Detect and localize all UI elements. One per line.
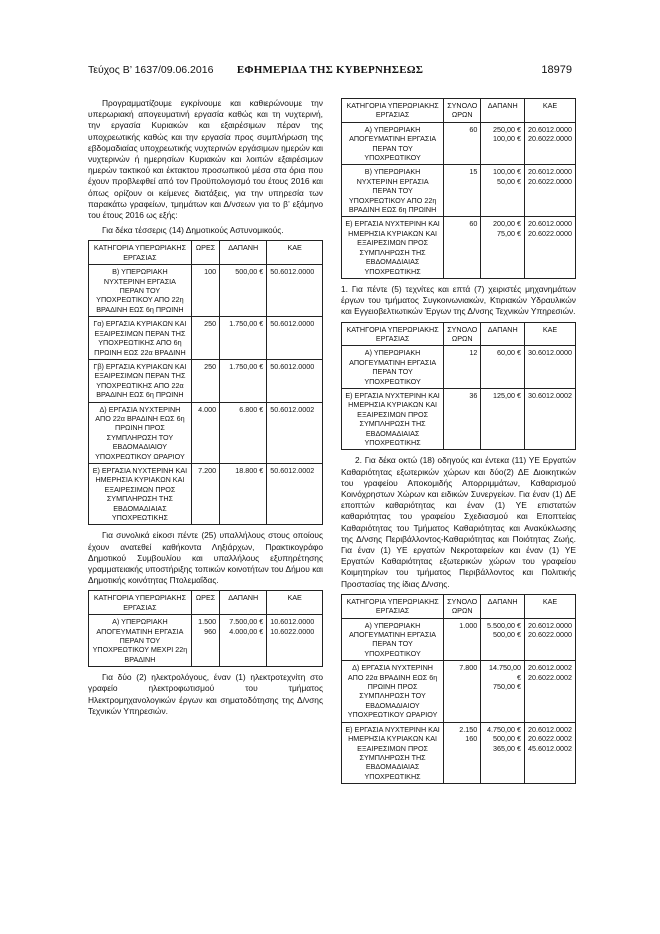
- paragraph-registrars: Για συνολικά είκοσι πέντε (25) υπαλλήλους στους οποίους έχουν ανατεθεί καθήκοντα Ληξιάρχων, Πρακτικογράφο Δημοτικού Συμβουλίου και υπαλλήλους εξυπηρέτησης γραμματειακής υποστήριξης τοπικών κοινοτήτων του Δήμου και Δημοτικής κοινότητας Πτολεμαΐδας.: [88, 530, 323, 586]
- hours-cell: [444, 217, 481, 278]
- paragraph-technicians: 1. Για πέντε (5) τεχνίτες και επτά (7) χειριστές μηχανημάτων έργων του τμήματος Συγκοινωνιακών, Κτιριακών Υδραυλικών και Εγγειοβελτιωτικών Έργων της Δ/νσης Τεχνικών Υπηρεσιών.: [341, 283, 576, 317]
- cost-cell: [481, 661, 525, 722]
- kae-cell: [525, 217, 576, 278]
- hours-value: 36: [469, 390, 478, 400]
- kae-value: 20.6012.0000: [528, 167, 572, 177]
- header-category: ΚΑΤΗΓΟΡΙΑ ΥΠΕΡΩΡΙΑΚΗΣ ΕΡΓΑΣΙΑΣ: [89, 591, 192, 615]
- kae-value: 20.6012.0000: [528, 219, 572, 229]
- paragraph-municipal-police: Για δέκα τέσσερις (14) Δημοτικούς Αστυνομικούς.: [102, 225, 284, 236]
- cost-value: 1.750,00 €: [229, 361, 264, 371]
- header-kae: ΚΑΕ: [525, 99, 576, 123]
- kae-value: 50.6012.0002: [270, 465, 315, 475]
- table-row: [342, 122, 576, 165]
- hours-value: 12: [469, 348, 478, 358]
- category-cell: Α) ΥΠΕΡΩΡΙΑΚΗ ΑΠΟΓΕΥΜΑΤΙΝΗ ΕΡΓΑΣΙΑ ΠΕΡΑΝ ΤΟΥ ΥΠΟΧΡΕΩΤΙΚΟΥ ΜΕΧΡΙ 22η ΒΡΑΔΙΝΗ: [89, 615, 192, 667]
- hours-cell: [191, 265, 219, 317]
- issue-number: Τεύχος Β’ 1637/09.06.2016: [88, 64, 214, 76]
- table-row: [342, 388, 576, 449]
- kae-cell: [267, 463, 323, 524]
- hours-value: 7.800: [459, 663, 478, 673]
- overtime-table: [88, 590, 323, 667]
- table-row: [342, 618, 576, 661]
- table-header-row: [89, 591, 323, 615]
- table-header-row: [89, 241, 323, 265]
- hours-cell: [444, 661, 481, 722]
- table-row: [89, 317, 323, 360]
- category-cell: Ε) ΕΡΓΑΣΙΑ ΝΥΧΤΕΡΙΝΗ ΚΑΙ ΗΜΕΡΗΣΙΑ ΚΥΡΙΑΚΩΝ ΚΑΙ ΕΞΑΙΡΕΣΙΜΩΝ ΠΡΟΣ ΣΥΜΠΛΗΡΩΣΗ ΤΗΣ ΕΒΔΟΜΑΔΙΑΙΑΣ ΥΠΟΧΡΕΩΤΙΚΗΣ: [342, 722, 444, 783]
- hours-value: 15: [469, 167, 478, 177]
- cost-cell: [220, 265, 267, 317]
- category-cell: Γβ) ΕΡΓΑΣΙΑ ΚΥΡΙΑΚΩΝ ΚΑΙ ΕΞΑΙΡΕΣΙΜΩΝ ΠΕΡΑΝ ΤΗΣ ΥΠΟΧΡΕΩΤΙΚΗΣ ΑΠΟ 22α ΒΡΑΔΙΝΗ ΕΩΣ 6η ΠΡΩΙΝΗ: [89, 359, 192, 402]
- cost-value: 4.000,00 €: [229, 626, 264, 636]
- cost-value: 75,00 €: [497, 228, 522, 238]
- kae-value: 50.6012.0002: [270, 404, 315, 414]
- table-row: [342, 661, 576, 722]
- kae-cell: [525, 122, 576, 165]
- kae-cell: [267, 317, 323, 360]
- header-category: ΚΑΤΗΓΟΡΙΑ ΥΠΕΡΩΡΙΑΚΗΣ ΕΡΓΑΣΙΑΣ: [342, 594, 444, 618]
- kae-cell: [267, 402, 323, 463]
- page-number: 18979: [541, 64, 572, 76]
- kae-cell: [267, 615, 323, 667]
- cost-value: 100,00 €: [493, 134, 522, 144]
- kae-cell: [525, 722, 576, 783]
- hours-cell: [191, 615, 219, 667]
- category-cell: Β) ΥΠΕΡΩΡΙΑΚΗ ΝΥΧΤΕΡΙΝΗ ΕΡΓΑΣΙΑ ΠΕΡΑΝ ΤΟΥ ΥΠΟΧΡΕΩΤΙΚΟΥ ΑΠΟ 22η ΒΡΑΔΙΝΗ ΕΩΣ 6η ΠΡΩΙΝΗ: [342, 165, 444, 217]
- hours-cell: [191, 317, 219, 360]
- cost-value: 500,00 €: [493, 630, 522, 640]
- category-cell: Δ) ΕΡΓΑΣΙΑ ΝΥΧΤΕΡΙΝΗ ΑΠΟ 22α ΒΡΑΔΙΝΗ ΕΩΣ 6η ΠΡΩΙΝΗ ΠΡΟΣ ΣΥΜΠΛΗΡΩΣΗ ΤΟΥ ΕΒΔΟΜΑΔΙΑΙΟΥ ΥΠΟΧΡΕΩΤΙΚΟΥ ΩΡΑΡΙΟΥ: [89, 402, 192, 463]
- table-header-row: [342, 594, 576, 618]
- hours-value: 7.200: [198, 465, 217, 475]
- kae-value: 50.6012.0000: [270, 267, 315, 277]
- category-cell: Ε) ΕΡΓΑΣΙΑ ΝΥΧΤΕΡΙΝΗ ΚΑΙ ΗΜΕΡΗΣΙΑ ΚΥΡΙΑΚΩΝ ΚΑΙ ΕΞΑΙΡΕΣΙΜΩΝ ΠΡΟΣ ΣΥΜΠΛΗΡΩΣΗ ΤΗΣ ΕΒΔΟΜΑΔΙΑΙΑΣ ΥΠΟΧΡΕΩΤΙΚΗΣ: [89, 463, 192, 524]
- table-row: [89, 463, 323, 524]
- header-kae: ΚΑΕ: [525, 594, 576, 618]
- category-cell: Γα) ΕΡΓΑΣΙΑ ΚΥΡΙΑΚΩΝ ΚΑΙ ΕΞΑΙΡΕΣΙΜΩΝ ΠΕΡΑΝ ΤΗΣ ΥΠΟΧΡΕΩΤΙΚΗΣ ΑΠΟ 6η ΠΡΩΙΝΗ ΕΩΣ 22α ΒΡΑΔΙΝΗ: [89, 317, 192, 360]
- kae-value: 20.6012.0000: [528, 124, 572, 134]
- hours-cell: [444, 388, 481, 449]
- category-cell: Β) ΥΠΕΡΩΡΙΑΚΗ ΝΥΧΤΕΡΙΝΗ ΕΡΓΑΣΙΑ ΠΕΡΑΝ ΤΟΥ ΥΠΟΧΡΕΩΤΙΚΟΥ ΑΠΟ 22η ΒΡΑΔΙΝΗ ΕΩΣ 6η ΠΡΩΙΝΗ: [89, 265, 192, 317]
- cost-value: 18.800 €: [235, 465, 264, 475]
- category-cell: Δ) ΕΡΓΑΣΙΑ ΝΥΧΤΕΡΙΝΗ ΑΠΟ 22α ΒΡΑΔΙΝΗ ΕΩΣ 6η ΠΡΩΙΝΗ ΠΡΟΣ ΣΥΜΠΛΗΡΩΣΗ ΤΟΥ ΕΒΔΟΜΑΔΙΑΙΟΥ ΥΠΟΧΡΕΩΤΙΚΟΥ ΩΡΑΡΙΟΥ: [342, 661, 444, 722]
- cost-value: 125,00 €: [493, 390, 522, 400]
- kae-value: 20.6022.0000: [528, 176, 572, 186]
- gazette-title: ΕΦΗΜΕΡΙΔΑ ΤΗΣ ΚΥΒΕΡΝΗΣΕΩΣ: [236, 64, 424, 76]
- header-kae: ΚΑΕ: [267, 591, 323, 615]
- hours-cell: [444, 346, 481, 389]
- category-cell: Α) ΥΠΕΡΩΡΙΑΚΗ ΑΠΟΓΕΥΜΑΤΙΝΗ ΕΡΓΑΣΙΑ ΠΕΡΑΝ ΤΟΥ ΥΠΟΧΡΕΩΤΙΚΟΥ: [342, 346, 444, 389]
- header-cost: ΔΑΠΑΝΗ: [481, 322, 525, 346]
- cost-cell: [220, 615, 267, 667]
- paragraph-cleaning-staff: 2. Για δέκα οκτώ (18) οδηγούς και έντεκα (11) ΥΕ Εργατών Καθαριότητας εξωτερικών χώρων και δύο(2) ΔΕ Διοικητικών του γραφείου Αποκομιδής Απορριμμάτων, Καθαρισμού Κοινόχρηστων Χώρων και ειδικών Συνεργείων. Για έναν (1) ΔΕ εποπτών καθαριότητας και έναν (1) ΥΕ επιστατών καθαριότητας του γραφείου Σχεδιασμού και Εποπτείας Καθαριότητας του Τμήματος Καθαριότητας και Ανακύκλωσης της Δ/νσης Περιβάλλοντος-Καθαριότητας και Ποιότητας Ζωής. Για έναν (1) ΥΕ εργατών Νεκροταφείων και έναν (1) ΥΕ Εργατών Καθαριότητας εξωτερικών χώρων του γραφείου Κοιμητηρίων του τμήματος Περιβάλλοντος και Πολιτικής Προστασίας της ίδιας Δ/νσης.: [341, 455, 576, 589]
- hours-value: 250: [204, 319, 217, 329]
- kae-value: 50.6012.0000: [270, 319, 315, 329]
- cost-value: 750,00 €: [493, 682, 522, 692]
- cost-cell: [220, 359, 267, 402]
- hours-cell: [191, 359, 219, 402]
- overtime-table: [341, 98, 576, 279]
- kae-value: 20.6012.0002: [528, 724, 572, 734]
- hours-value: 1.000: [459, 620, 478, 630]
- cost-value: 5.500,00 €: [487, 620, 522, 630]
- header-cost: ΔΑΠΑΝΗ: [220, 241, 267, 265]
- table-row: [89, 265, 323, 317]
- category-cell: Ε) ΕΡΓΑΣΙΑ ΝΥΧΤΕΡΙΝΗ ΚΑΙ ΗΜΕΡΗΣΙΑ ΚΥΡΙΑΚΩΝ ΚΑΙ ΕΞΑΙΡΕΣΙΜΩΝ ΠΡΟΣ ΣΥΜΠΛΗΡΩΣΗ ΤΗΣ ΕΒΔΟΜΑΔΙΑΙΑΣ ΥΠΟΧΡΕΩΤΙΚΗΣ: [342, 388, 444, 449]
- cost-value: 4.750,00 €: [487, 724, 522, 734]
- cost-value: 500,00 €: [235, 267, 264, 277]
- cost-cell: [481, 388, 525, 449]
- hours-value: 100: [204, 267, 217, 277]
- header-category: ΚΑΤΗΓΟΡΙΑ ΥΠΕΡΩΡΙΑΚΗΣ ΕΡΓΑΣΙΑΣ: [342, 322, 444, 346]
- intro-paragraph: Προγραμματίζουμε εγκρίνουμε και καθιερώνουμε την υπερωριακή απογευματινή εργασία καθώς και τη νυχτερινή, την εργασία Κυριακών και εξαιρέσιμων πέραν της υποχρεωτικής καθώς και την εργασία προς συμπλήρωση της εβδομαδιαίας υποχρεωτικής νυχτερινών εργάσιμων ημερών και νυχτερινών ή ημερησίων Κυριακών και λοιπών εξαιρέσιμων ημερών τακτικού και έκτακτου προσωπικού μέσα στα όρια που έχουν προβλεφθεί από τον Προϋπολογισμό του έτους 2016 και όπως ορίζουν οι κείμενες διατάξεις, για την υπηρεσία των παρακάτω γραφείων, τμημάτων και Δ/νσεων για το β’ εξάμηνο του έτους 2016 ως εξής:: [88, 98, 323, 221]
- table-row: [89, 615, 323, 667]
- hours-value: 1.500: [198, 617, 217, 627]
- kae-value: 20.6022.0000: [528, 630, 572, 640]
- table-row: [89, 359, 323, 402]
- kae-cell: [525, 661, 576, 722]
- table-row: [342, 722, 576, 783]
- header-cost: ΔΑΠΑΝΗ: [481, 594, 525, 618]
- hours-cell: [444, 618, 481, 661]
- hours-value: 60: [469, 219, 478, 229]
- table-row: [342, 217, 576, 278]
- cost-value: 6.800 €: [239, 404, 264, 414]
- overtime-table: [341, 594, 576, 784]
- kae-value: 10.6022.0000: [270, 626, 315, 636]
- kae-cell: [525, 346, 576, 389]
- kae-value: 20.6022.0000: [528, 228, 572, 238]
- hours-cell: [444, 165, 481, 217]
- header-cost: ΔΑΠΑΝΗ: [220, 591, 267, 615]
- cost-cell: [481, 122, 525, 165]
- header-kae: ΚΑΕ: [525, 322, 576, 346]
- category-cell: Α) ΥΠΕΡΩΡΙΑΚΗ ΑΠΟΓΕΥΜΑΤΙΝΗ ΕΡΓΑΣΙΑ ΠΕΡΑΝ ΤΟΥ ΥΠΟΧΡΕΩΤΙΚΟΥ: [342, 122, 444, 165]
- kae-cell: [525, 618, 576, 661]
- left-column: [88, 98, 323, 721]
- cost-value: 250,00 €: [493, 124, 522, 134]
- kae-value: 50.6012.0000: [270, 361, 315, 371]
- header-hours: ΣΥΝΟΛΟ ΩΡΩΝ: [444, 322, 481, 346]
- cost-cell: [481, 165, 525, 217]
- cost-value: 60,00 €: [497, 348, 522, 358]
- header-hours: ΩΡΕΣ: [191, 241, 219, 265]
- hours-cell: [444, 122, 481, 165]
- cost-value: 100,00 €: [493, 167, 522, 177]
- hours-value: 160: [465, 734, 478, 744]
- overtime-table: [341, 322, 576, 451]
- hours-value: 60: [469, 124, 478, 134]
- kae-cell: [525, 388, 576, 449]
- header-cost: ΔΑΠΑΝΗ: [481, 99, 525, 123]
- kae-value: 30.6012.0000: [528, 348, 572, 358]
- kae-value: 10.6012.0000: [270, 617, 315, 627]
- kae-value: 20.6022.0002: [528, 734, 572, 744]
- cost-cell: [481, 217, 525, 278]
- kae-value: 20.6012.0002: [528, 663, 572, 673]
- table-header-row: [342, 99, 576, 123]
- cost-cell: [220, 463, 267, 524]
- right-column: [341, 98, 576, 789]
- header-kae: ΚΑΕ: [267, 241, 323, 265]
- header-category: ΚΑΤΗΓΟΡΙΑ ΥΠΕΡΩΡΙΑΚΗΣ ΕΡΓΑΣΙΑΣ: [342, 99, 444, 123]
- hours-cell: [444, 722, 481, 783]
- table-row: [342, 165, 576, 217]
- kae-value: 20.6022.0002: [528, 672, 572, 682]
- paragraph-electricians: Για δύο (2) ηλεκτρολόγους, έναν (1) ηλεκτροτεχνίτη στο γραφείο ηλεκτροφωτισμού του τμήματος Ηλεκτρομηχανολογικών έργων και σηματοδότησης της Δ/νσης Τεχνικών Υπηρεσιών.: [88, 672, 323, 716]
- page-header: [88, 64, 572, 78]
- header-hours: ΣΥΝΟΛΟ ΩΡΩΝ: [444, 99, 481, 123]
- cost-value: 500,00 €: [493, 734, 522, 744]
- table-row: [342, 346, 576, 389]
- cost-cell: [481, 618, 525, 661]
- cost-cell: [481, 722, 525, 783]
- table-row: [89, 402, 323, 463]
- cost-cell: [220, 402, 267, 463]
- cost-value: 200,00 €: [493, 219, 522, 229]
- cost-cell: [481, 346, 525, 389]
- kae-value: 45.6012.0002: [528, 743, 572, 753]
- kae-cell: [267, 359, 323, 402]
- cost-value: 50,00 €: [497, 176, 522, 186]
- header-hours: ΩΡΕΣ: [191, 591, 219, 615]
- kae-value: 20.6022.0000: [528, 134, 572, 144]
- cost-value: 365,00 €: [493, 743, 522, 753]
- header-category: ΚΑΤΗΓΟΡΙΑ ΥΠΕΡΩΡΙΑΚΗΣ ΕΡΓΑΣΙΑΣ: [89, 241, 192, 265]
- kae-cell: [267, 265, 323, 317]
- hours-cell: [191, 463, 219, 524]
- table-header-row: [342, 322, 576, 346]
- kae-value: 30.6012.0002: [528, 390, 572, 400]
- category-cell: Ε) ΕΡΓΑΣΙΑ ΝΥΧΤΕΡΙΝΗ ΚΑΙ ΗΜΕΡΗΣΙΑ ΚΥΡΙΑΚΩΝ ΚΑΙ ΕΞΑΙΡΕΣΙΜΩΝ ΠΡΟΣ ΣΥΜΠΛΗΡΩΣΗ ΤΗΣ ΕΒΔΟΜΑΔΙΑΙΑΣ ΥΠΟΧΡΕΩΤΙΚΗΣ: [342, 217, 444, 278]
- cost-value: 1.750,00 €: [229, 319, 264, 329]
- cost-value: 14.750,00 €: [489, 663, 522, 682]
- cost-cell: [220, 317, 267, 360]
- hours-value: 2.150: [459, 724, 478, 734]
- hours-cell: [191, 402, 219, 463]
- overtime-table: [88, 240, 323, 525]
- header-hours: ΣΥΝΟΛΟ ΩΡΩΝ: [444, 594, 481, 618]
- kae-value: 20.6012.0000: [528, 620, 572, 630]
- hours-value: 4.000: [198, 404, 217, 414]
- cost-value: 7.500,00 €: [229, 617, 264, 627]
- category-cell: Α) ΥΠΕΡΩΡΙΑΚΗ ΑΠΟΓΕΥΜΑΤΙΝΗ ΕΡΓΑΣΙΑ ΠΕΡΑΝ ΤΟΥ ΥΠΟΧΡΕΩΤΙΚΟΥ: [342, 618, 444, 661]
- hours-value: 250: [204, 361, 217, 371]
- kae-cell: [525, 165, 576, 217]
- hours-value: 960: [204, 626, 217, 636]
